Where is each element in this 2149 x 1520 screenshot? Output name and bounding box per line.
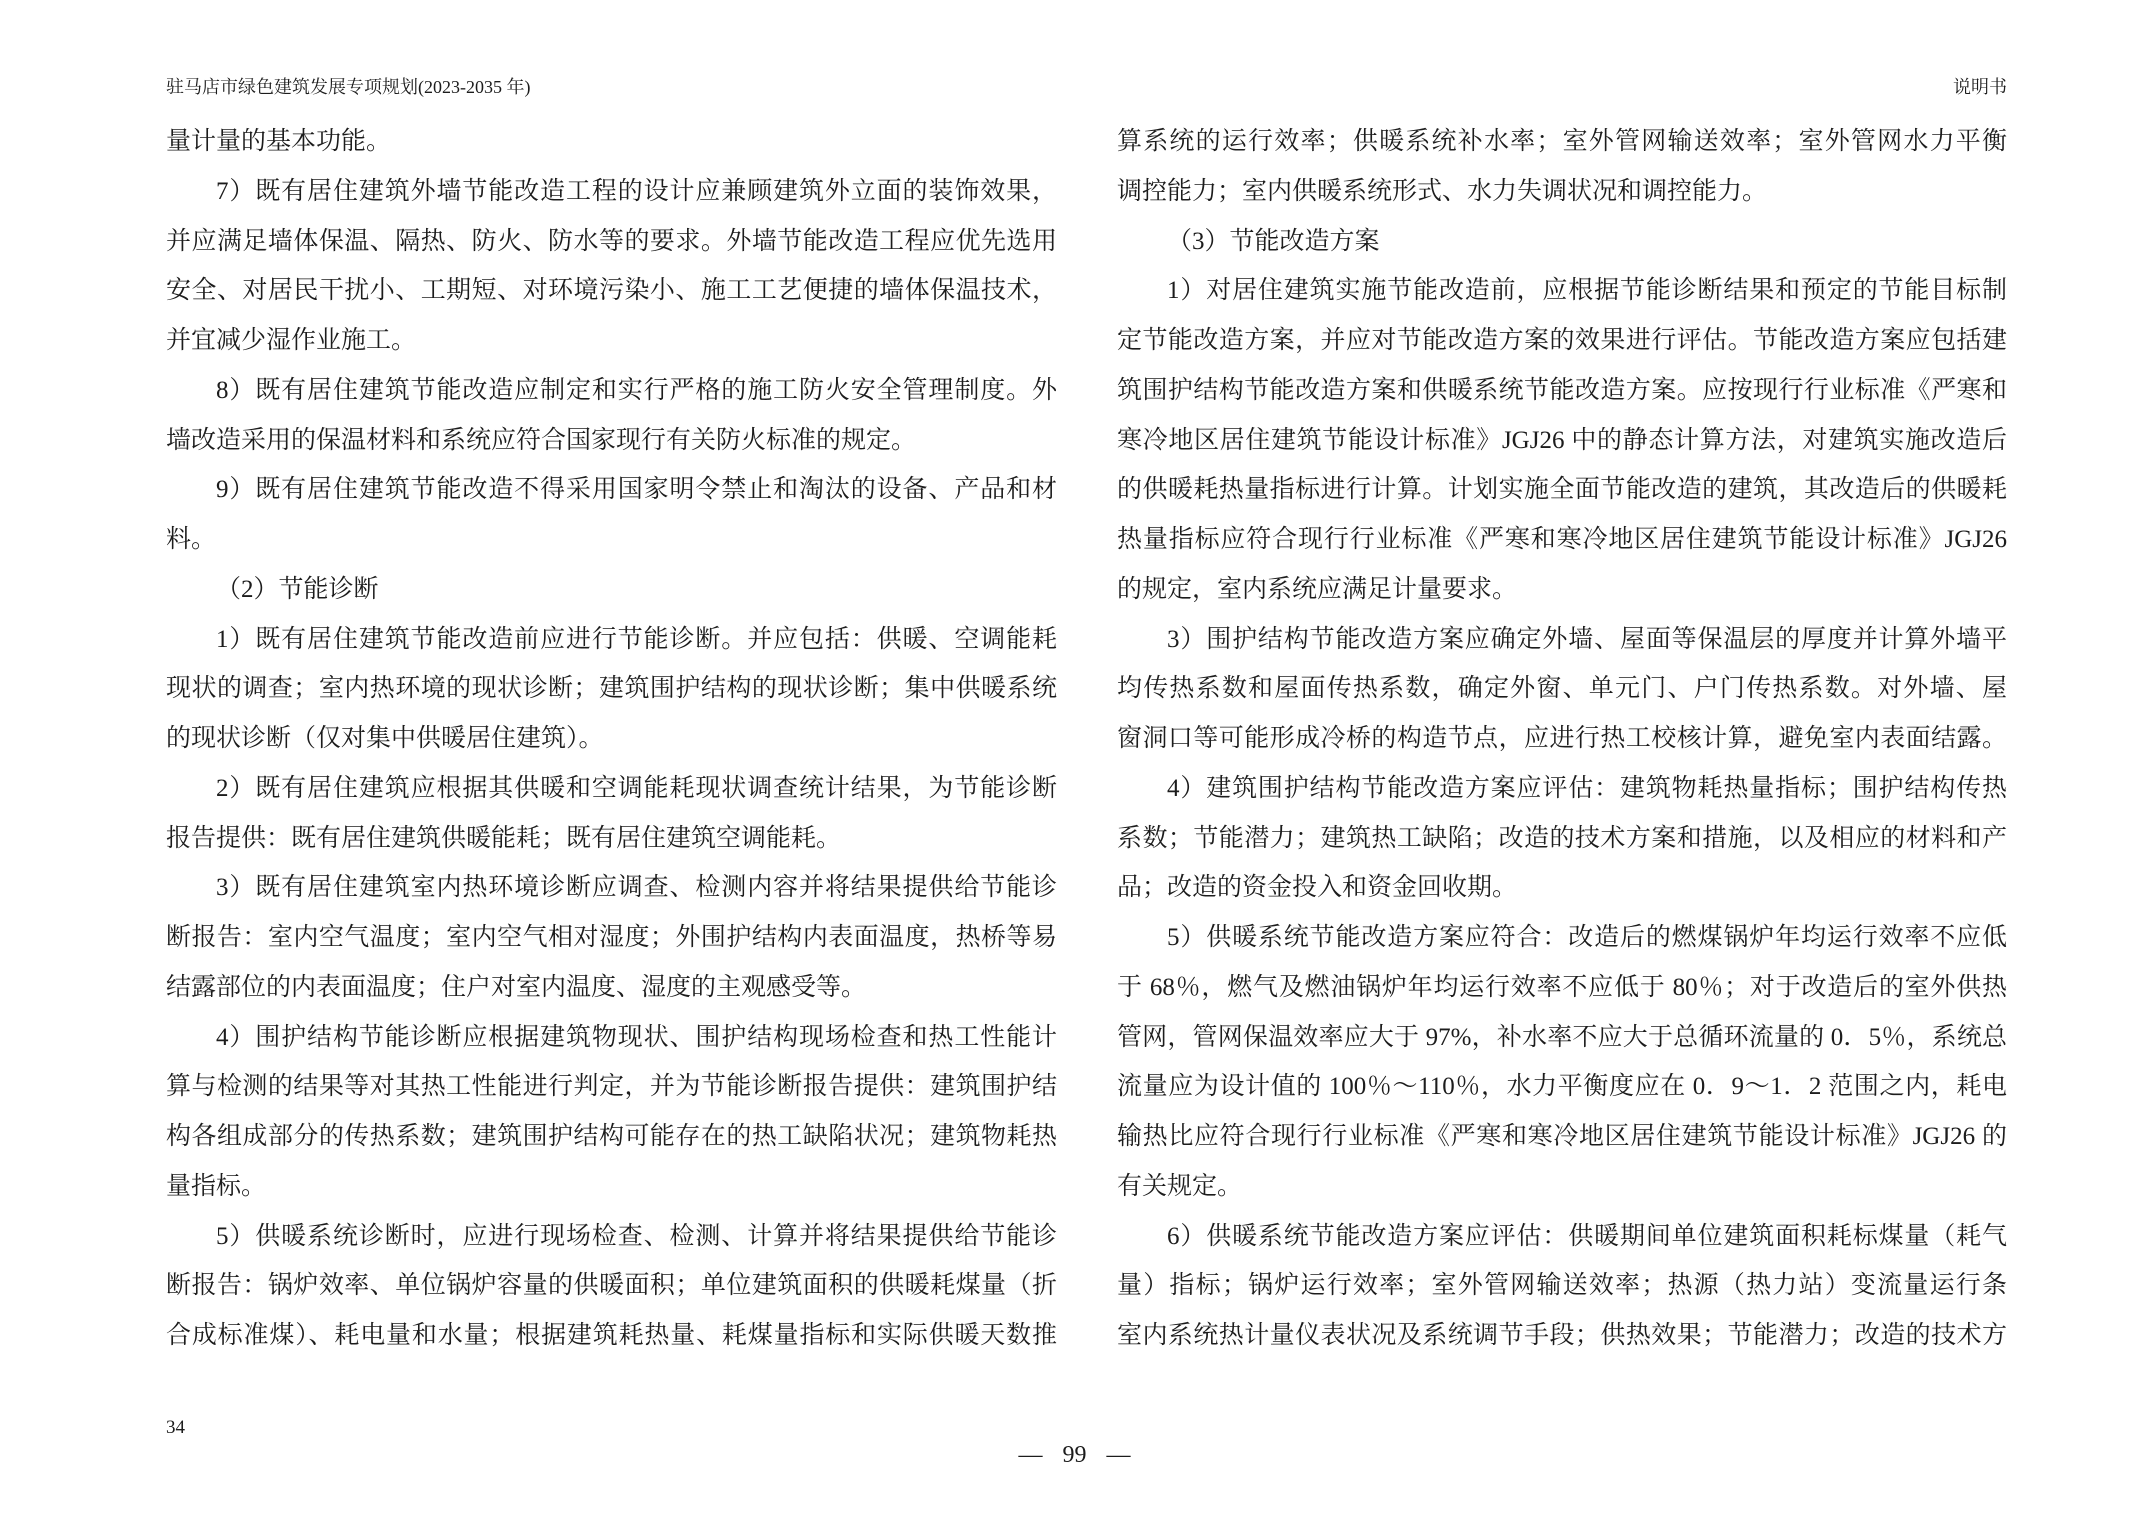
text-line: 4）围护结构节能诊断应根据建筑物现状、围护结构现场检查和热工性能计 (216, 1023, 1057, 1051)
paragraph (166, 167, 1057, 366)
text-line: 1）对居住建筑实施节能改造前，应根据节能诊断结果和预定的节能目标制 (1167, 277, 2007, 305)
text-line: 窗洞口等可能形成冷桥的构造节点，应进行热工校核计算，避免室内表面结露。 (1117, 725, 2007, 752)
text-line: 输热比应符合现行行业标准《严寒和寒冷地区居住建筑节能设计标准》JGJ26 的 (1117, 1123, 2007, 1150)
text-line: 并应满足墙体保温、隔热、防火、防水等的要求。外墙节能改造工程应优先选用 (166, 227, 1057, 255)
paragraph (166, 366, 1057, 466)
text-line: 有关规定。 (1117, 1172, 1243, 1200)
left-column (166, 117, 1057, 1361)
text-line: 8）既有居住建筑节能改造应制定和实行严格的施工防火安全管理制度。外 (216, 376, 1057, 404)
paragraph (166, 1212, 1057, 1361)
paragraph (166, 764, 1057, 864)
text-line: 合成标准煤）、耗电量和水量；根据建筑耗热量、耗煤量指标和实际供暖天数推 (166, 1322, 1057, 1349)
paragraph (166, 615, 1057, 764)
paragraph (1117, 117, 2007, 217)
text-line: 流量应为设计值的 100％～110％，水力平衡度应在 0．9～1．2 范围之内，耗电 (1117, 1073, 2007, 1101)
text-line: 管网，管网保温效率应大于 97%，补水率不应大于总循环流量的 0．5％，系统总 (1117, 1023, 2007, 1051)
text-line: 2）既有居住建筑应根据其供暖和空调能耗现状调查统计结果，为节能诊断 (216, 774, 1057, 802)
paragraph (1117, 1212, 2007, 1361)
text-line: 料。 (166, 526, 217, 553)
running-header (166, 75, 2007, 99)
section-name: 说明书 (1953, 77, 2007, 97)
text-line: 的供暖耗热量指标进行计算。计划实施全面节能改造的建筑，其改造后的供暖耗 (1117, 476, 2007, 504)
paragraph (166, 465, 1057, 565)
document-title: 驻马店市绿色建筑发展专项规划(2023-2035 年) (166, 77, 531, 97)
text-line: 3）围护结构节能改造方案应确定外墙、屋面等保温层的厚度并计算外墙平 (1167, 625, 2007, 653)
document-page-number: 34 (166, 1417, 185, 1438)
text-line: 的现状诊断（仅对集中供暖居住建筑）。 (166, 725, 604, 752)
text-line: 室内系统热计量仪表状况及系统调节手段；供热效果；节能潜力；改造的技术方 (1117, 1322, 2007, 1349)
text-line: 算系统的运行效率；供暖系统补水率；室外管网输送效率；室外管网水力平衡 (1117, 128, 2007, 155)
text-line: 7）既有居住建筑外墙节能改造工程的设计应兼顾建筑外立面的装饰效果， (216, 177, 1057, 205)
paragraph (1117, 266, 2007, 614)
text-line: 均传热系数和屋面传热系数，确定外窗、单元门、户门传热系数。对外墙、屋 (1117, 675, 2007, 703)
text-line: 安全、对居民干扰小、工期短、对环境污染小、施工工艺便捷的墙体保温技术， (166, 277, 1057, 305)
text-line: 调控能力；室内供暖系统形式、水力失调状况和调控能力。 (1117, 177, 1768, 205)
text-line: 构各组成部分的传热系数；建筑围护结构可能存在的热工缺陷状况；建筑物耗热 (166, 1123, 1057, 1150)
text-line: 定节能改造方案，并应对节能改造方案的效果进行评估。节能改造方案应包括建 (1117, 327, 2007, 354)
text-line: 寒冷地区居住建筑节能设计标准》JGJ26 中的静态计算方法，对建筑实施改造后 (1117, 426, 2007, 454)
text-line: 5）供暖系统诊断时，应进行现场检查、检测、计算并将结果提供给节能诊 (216, 1222, 1057, 1250)
text-line: 量指标。 (166, 1172, 267, 1200)
text-line: 墙改造采用的保温材料和系统应符合国家现行有关防火标准的规定。 (166, 426, 917, 454)
text-line: 结露部位的内表面温度；住户对室内温度、湿度的主观感受等。 (166, 973, 867, 1001)
text-line: 于 68％，燃气及燃油锅炉年均运行效率不应低于 80％；对于改造后的室外供热 (1117, 973, 2007, 1001)
paragraph (1117, 615, 2007, 764)
text-line: 报告提供：既有居住建筑供暖能耗；既有居住建筑空调能耗。 (166, 824, 842, 852)
right-column (1117, 117, 2007, 1361)
text-line: 5）供暖系统节能改造方案应符合：改造后的燃煤锅炉年均运行效率不应低 (1167, 924, 2007, 951)
paragraph (1117, 764, 2007, 913)
text-line: 断报告：室内空气温度；室内空气相对湿度；外围护结构内表面温度，热桥等易 (166, 924, 1057, 951)
heading-text: （3）节能改造方案 (1167, 227, 1380, 255)
text-line: 系数；节能潜力；建筑热工缺陷；改造的技术方案和措施，以及相应的材料和产 (1117, 824, 2007, 852)
text-line: 现状的调查；室内热环境的现状诊断；建筑围护结构的现状诊断；集中供暖系统 (166, 675, 1057, 703)
text-line: 并宜减少湿作业施工。 (166, 327, 417, 354)
text-line: 的规定，室内系统应满足计量要求。 (1117, 575, 1518, 603)
text-line: 1）既有居住建筑节能改造前应进行节能诊断。并应包括：供暖、空调能耗 (216, 625, 1057, 653)
text-line: 断报告：锅炉效率、单位锅炉容量的供暖面积；单位建筑面积的供暖耗煤量（折 (166, 1272, 1057, 1300)
text-line: 量）指标；锅炉运行效率；室外管网输送效率；热源（热力站）变流量运行条 (1117, 1272, 2007, 1300)
page-number: — 99 — (1018, 1442, 1131, 1468)
paragraph (1117, 913, 2007, 1212)
paragraph (166, 863, 1057, 1012)
text-line: 3）既有居住建筑室内热环境诊断应调查、检测内容并将结果提供给节能诊 (216, 874, 1057, 902)
text-line: 热量指标应符合现行行业标准《严寒和寒冷地区居住建筑节能设计标准》JGJ26 (1117, 526, 2007, 553)
section-heading (166, 565, 1057, 615)
text-line: 品；改造的资金投入和资金回收期。 (1117, 874, 1518, 902)
text-line: 量计量的基本功能。 (166, 128, 392, 155)
text-line: 算与检测的结果等对其热工性能进行判定，并为节能诊断报告提供：建筑围护结 (166, 1073, 1057, 1101)
text-line: 4）建筑围护结构节能改造方案应评估：建筑物耗热量指标；围护结构传热 (1167, 774, 2007, 802)
heading-text: （2）节能诊断 (216, 575, 379, 603)
paragraph (166, 117, 1057, 167)
text-line: 6）供暖系统节能改造方案应评估：供暖期间单位建筑面积耗标煤量（耗气 (1167, 1222, 2007, 1250)
text-line: 筑围护结构节能改造方案和供暖系统节能改造方案。应按现行行业标准《严寒和 (1117, 376, 2007, 404)
section-heading (1117, 217, 2007, 267)
paragraph (166, 1013, 1057, 1212)
text-line: 9）既有居住建筑节能改造不得采用国家明令禁止和淘汰的设备、产品和材 (216, 476, 1057, 504)
